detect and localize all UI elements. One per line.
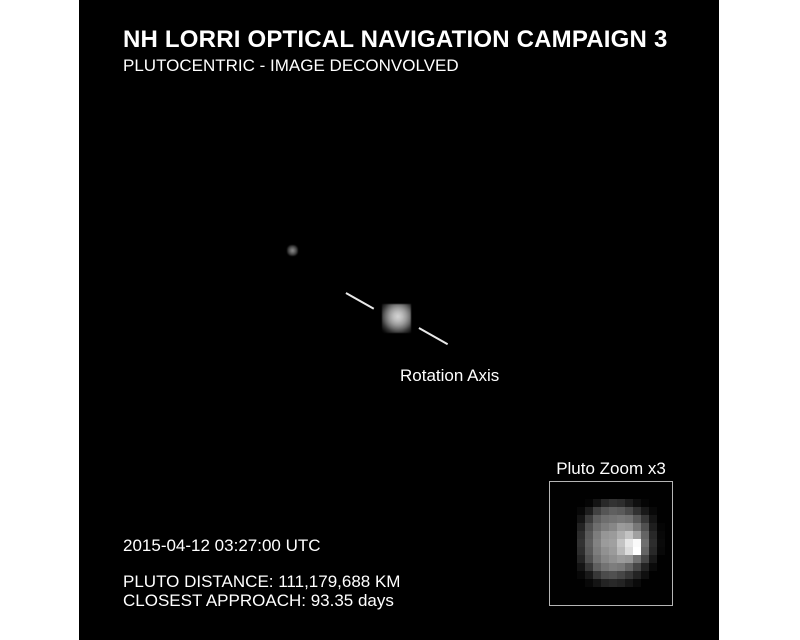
closest-approach-label: CLOSEST APPROACH: 93.35 days [123,591,394,610]
rotation-axis-dash-upper [346,292,375,309]
pluto-blob [382,304,411,333]
rotation-axis-label: Rotation Axis [400,366,500,385]
charon-dot [287,245,298,256]
pluto-zoom-box [549,481,673,606]
pluto-zoom-pixels [577,499,665,587]
timestamp-label: 2015-04-12 03:27:00 UTC [123,536,321,555]
rotation-axis-dash-lower [419,327,449,345]
pluto-zoom-label: Pluto Zoom x3 [556,459,666,478]
page-subtitle: PLUTOCENTRIC - IMAGE DECONVOLVED [123,56,459,75]
page-title: NH LORRI OPTICAL NAVIGATION CAMPAIGN 3 [123,26,668,53]
space-image-frame [79,0,719,640]
pluto-distance-label: PLUTO DISTANCE: 111,179,688 KM [123,572,401,591]
